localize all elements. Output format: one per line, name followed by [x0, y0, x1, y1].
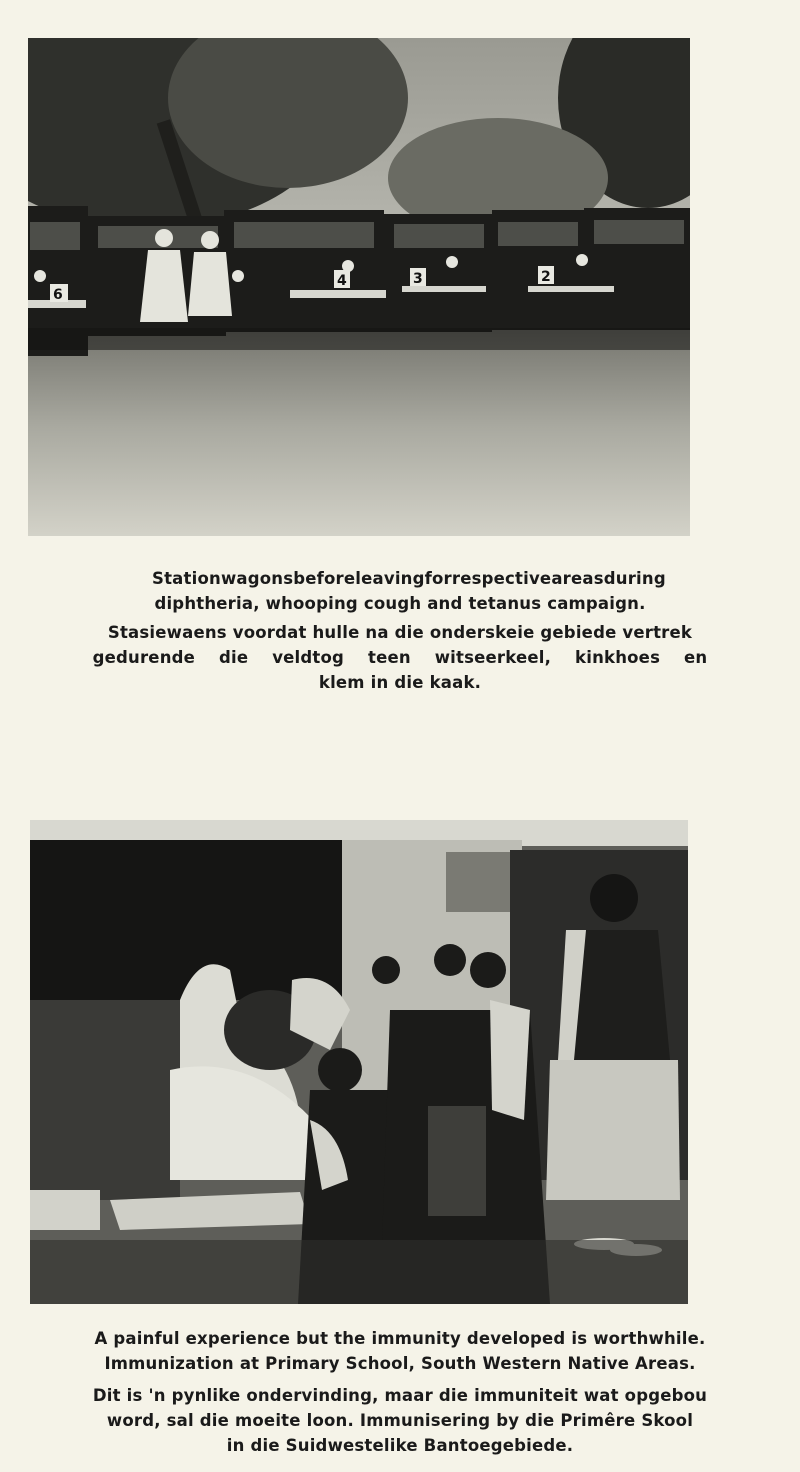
- immunization-photo: [30, 820, 688, 1304]
- top-photo-caption-english: [0, 566, 800, 616]
- vehicle-number-6: 6: [53, 287, 63, 303]
- station-wagons-photo: [28, 38, 690, 536]
- caption-line: word, sal die moeite loon. Immunisering by die Primêre Skool: [106, 1411, 694, 1430]
- caption-line: Immunization at Primary School, South Western Native Areas.: [104, 1354, 696, 1373]
- bottom-photo-caption-afrikaans: [0, 1383, 800, 1458]
- caption-line: Stasiewaens voordat hulle na die onderskeie gebiede vertrek: [107, 623, 693, 642]
- top-photo-caption-afrikaans: [0, 620, 800, 695]
- caption-line: A painful experience but the immunity developed is worthwhile.: [94, 1329, 706, 1348]
- bottom-photo-caption-english: [0, 1326, 800, 1376]
- vehicle-number-2: 2: [541, 269, 551, 285]
- caption-line: klem in die kaak.: [318, 673, 482, 692]
- caption-line: in die Suidwestelike Bantoegebiede.: [226, 1436, 574, 1455]
- caption-line: diphtheria, whooping cough and tetanus campaign.: [154, 594, 646, 613]
- vehicle-number-4: 4: [337, 273, 347, 289]
- caption-line: Dit is 'n pynlike ondervinding, maar die immuniteit wat opgebou: [92, 1386, 708, 1405]
- vehicle-number-3: 3: [413, 271, 423, 287]
- caption-line: Station wagons before leaving for respective areas during: [152, 569, 666, 588]
- caption-line: gedurende die veldtog teen witseerkeel, kinkhoes en: [92, 648, 708, 667]
